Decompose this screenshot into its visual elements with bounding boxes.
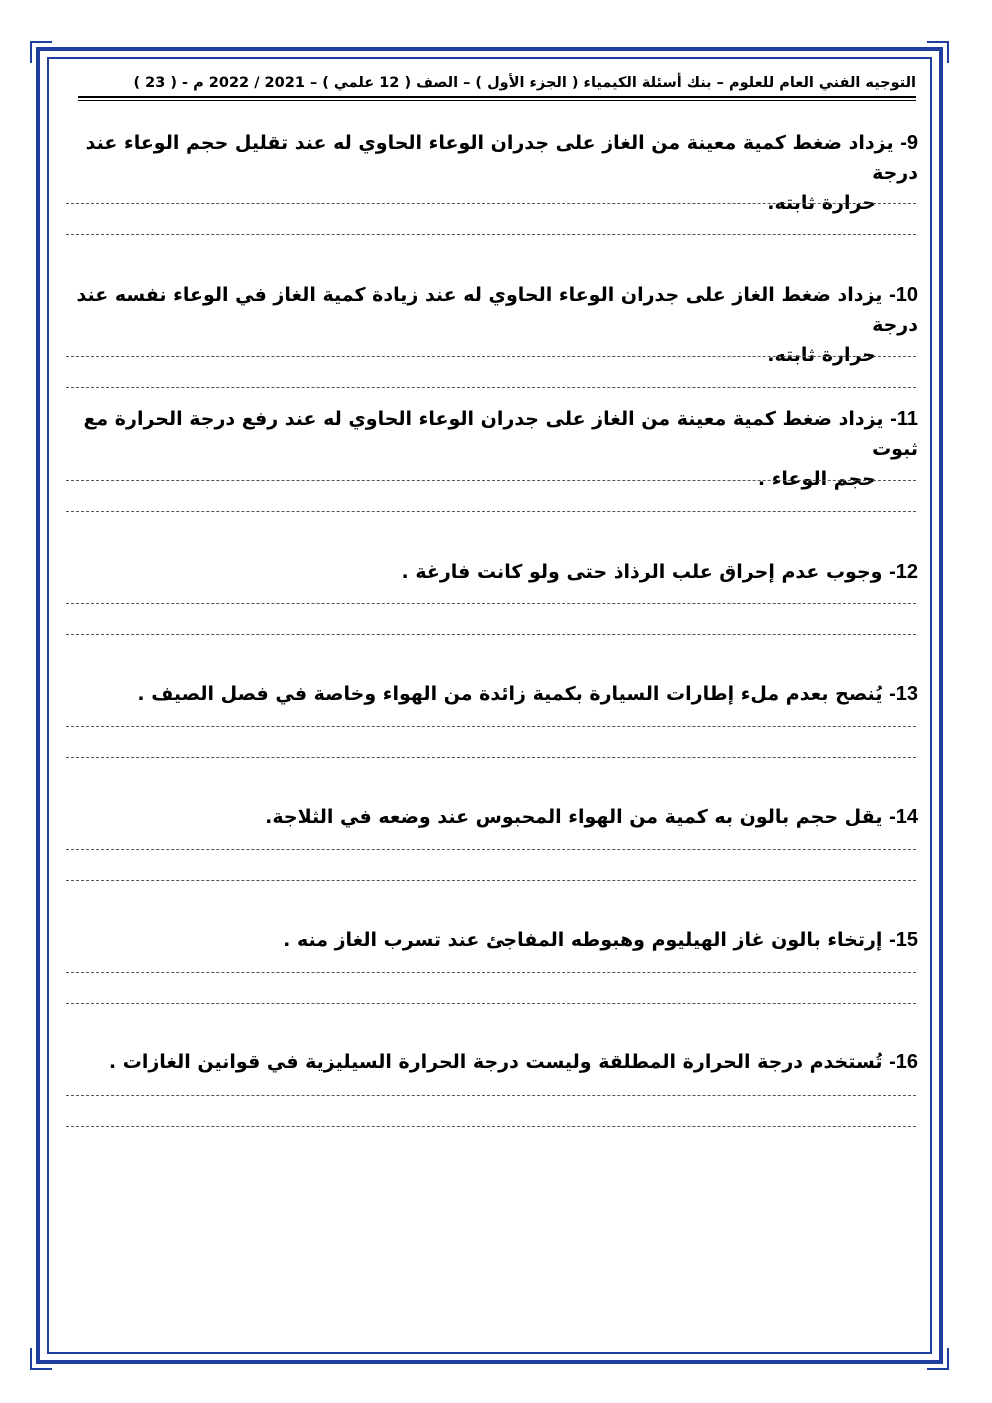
answer-line: [66, 849, 916, 850]
answer-line: [66, 972, 916, 973]
question-text: تُستخدم درجة الحرارة المطلقة وليست درجة الحرارة السيليزية في قوانين الغازات .: [108, 1051, 883, 1073]
question-number: 13-: [889, 683, 918, 705]
question-text: يزداد ضغط كمية معينة من الغاز على جدران الوعاء الحاوي له عند تقليل حجم الوعاء عند درجة: [85, 132, 918, 184]
question-15: [56, 925, 918, 955]
border-corner-top-left: [30, 41, 52, 63]
answer-line: [66, 726, 916, 727]
header-rule: [78, 96, 916, 98]
answer-line: [66, 234, 916, 235]
question-number: 14-: [889, 806, 918, 828]
answer-line: [66, 1003, 916, 1004]
header-rule-thin: [78, 100, 916, 101]
answer-line: [66, 1126, 916, 1127]
question-12: [56, 557, 918, 587]
question-text: يقل حجم بالون به كمية من الهواء المحبوس عند وضعه في الثلاجة.: [265, 806, 883, 828]
question-14: [56, 802, 918, 832]
question-text: يُنصح بعدم ملء إطارات السيارة بكمية زائدة من الهواء وخاصة في فصل الصيف .: [137, 683, 883, 705]
question-text: وجوب عدم إحراق علب الرذاذ حتى ولو كانت فارغة .: [401, 561, 883, 583]
question-text-continued: حرارة ثابته.: [767, 192, 876, 214]
question-13: [56, 679, 918, 709]
answer-line: [66, 511, 916, 512]
question-16: [56, 1047, 918, 1077]
answer-line: [66, 356, 916, 357]
question-number: 15-: [889, 929, 918, 951]
answer-line: [66, 880, 916, 881]
question-text: إرتخاء بالون غاز الهيليوم وهبوطه المفاجئ عند تسرب الغاز منه .: [283, 929, 883, 951]
question-number: 16-: [889, 1051, 918, 1073]
question-number: 9-: [900, 132, 918, 154]
answer-line: [66, 757, 916, 758]
answer-line: [66, 603, 916, 604]
answer-line: [66, 387, 916, 388]
question-text: يزداد ضغط الغاز على جدران الوعاء الحاوي له عند زيادة كمية الغاز في الوعاء نفسه عند درجة: [76, 284, 918, 336]
question-text-continued: حرارة ثابته.: [767, 344, 876, 366]
answer-line: [66, 203, 916, 204]
question-number: 11-: [890, 408, 918, 430]
border-corner-bottom-left: [30, 1348, 52, 1370]
answer-line: [66, 480, 916, 481]
border-corner-top-right: [927, 41, 949, 63]
page-header: التوجيه الفني العام للعلوم – بنك أسئلة الكيمياء ( الجزء الأول ) – الصف ( 12 علمي ) – 2021 / 2022 م - ( 23 ): [133, 75, 916, 91]
question-text-continued: حجم الوعاء .: [757, 468, 876, 490]
question-number: 10-: [889, 284, 918, 306]
answer-line: [66, 634, 916, 635]
question-9: [56, 128, 918, 218]
question-text: يزداد ضغط كمية معينة من الغاز على جدران الوعاء الحاوي له عند رفع درجة الحرارة مع ثبوت: [83, 408, 918, 460]
answer-line: [66, 1095, 916, 1096]
question-number: 12-: [889, 561, 918, 583]
border-corner-bottom-right: [927, 1348, 949, 1370]
